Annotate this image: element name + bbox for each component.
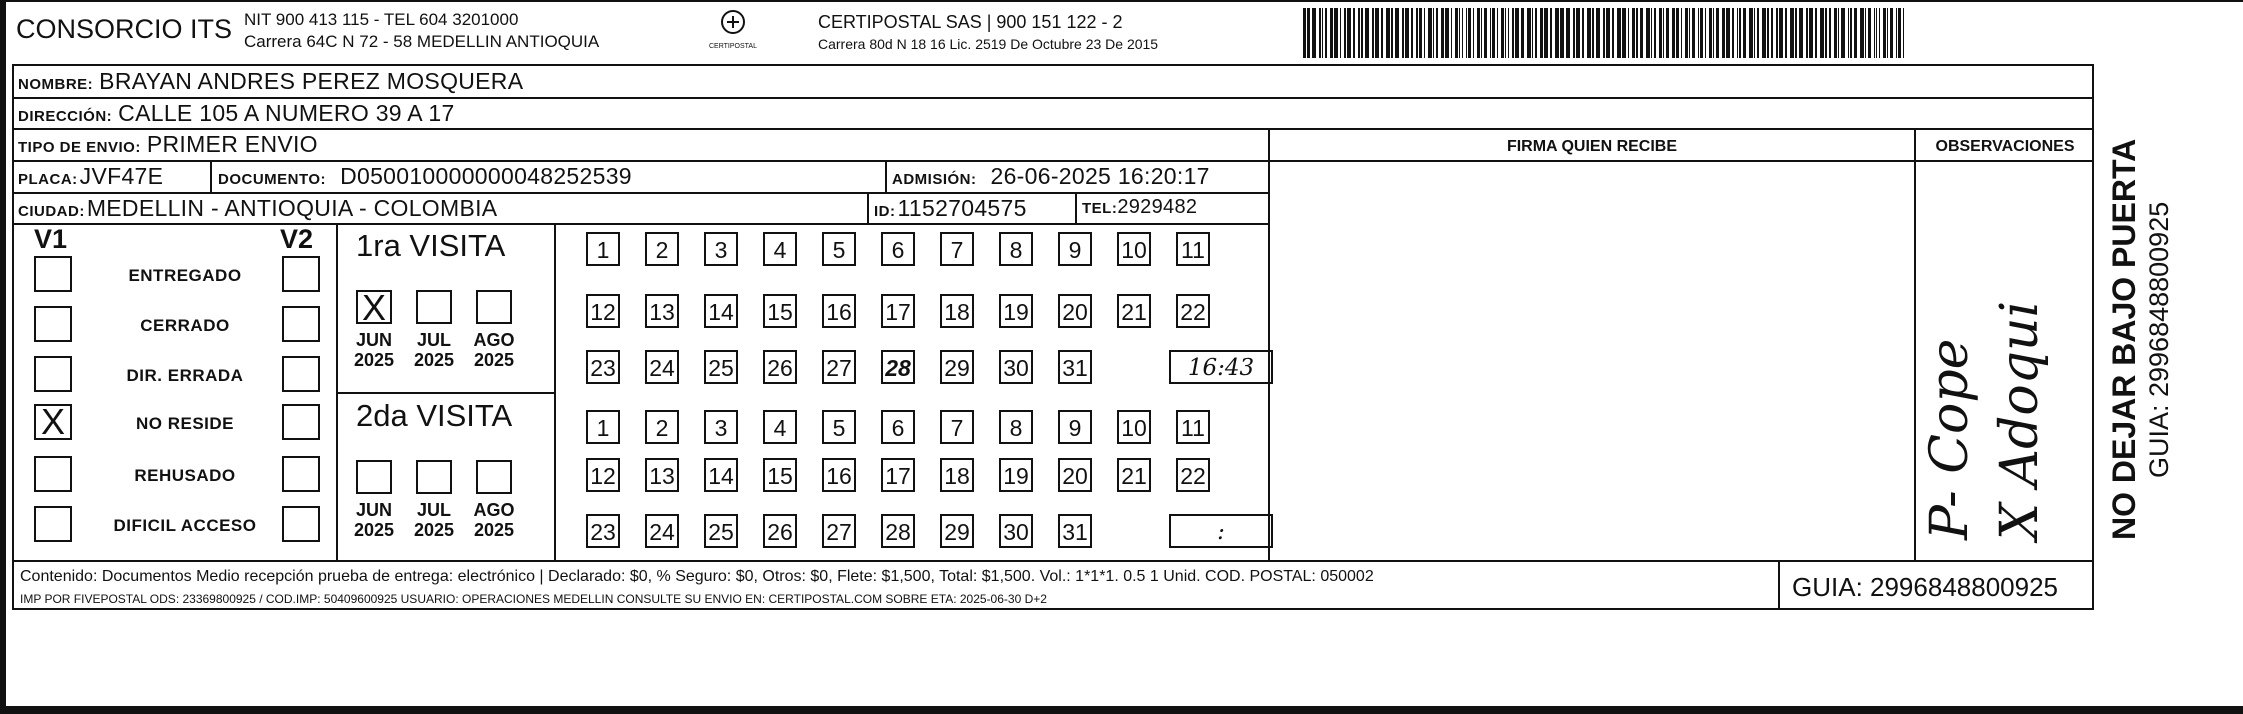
barcode-bar bbox=[1749, 8, 1753, 58]
barcode-bar bbox=[1603, 8, 1605, 58]
barcode-bar bbox=[1576, 8, 1580, 58]
visit1-day-17[interactable]: 17 bbox=[881, 294, 915, 328]
handwritten-observation-1: P- Cope bbox=[1920, 338, 1980, 540]
barcode-bar bbox=[1762, 8, 1766, 58]
visit2-day-24[interactable]: 24 bbox=[645, 514, 679, 548]
v1-checkbox-no-reside[interactable] bbox=[34, 401, 72, 442]
barcode-bar bbox=[1854, 8, 1857, 58]
visit2-day-9[interactable]: 9 bbox=[1058, 410, 1092, 444]
v1-label: V1 bbox=[34, 224, 68, 254]
visit1-day-24[interactable]: 24 bbox=[645, 350, 679, 384]
barcode-bar bbox=[1505, 8, 1506, 58]
visit2-day-6[interactable]: 6 bbox=[881, 410, 915, 444]
visit2-day-7[interactable]: 7 bbox=[940, 410, 974, 444]
footer-guia: GUIA: 2996848800925 bbox=[1792, 572, 2058, 602]
documento-field: DOCUMENTO: D050010000000048252539 bbox=[218, 163, 632, 189]
visit1-day-23[interactable]: 23 bbox=[586, 350, 620, 384]
visit2-month-jun-checkbox[interactable] bbox=[356, 460, 392, 494]
visit2-month-jul-checkbox[interactable] bbox=[416, 460, 452, 494]
barcode-bar bbox=[1303, 8, 1306, 58]
visit2-day-10[interactable]: 10 bbox=[1117, 410, 1151, 444]
barcode-bar bbox=[1820, 8, 1824, 58]
barcode-bar bbox=[1860, 8, 1864, 58]
visit1-day-29[interactable]: 29 bbox=[940, 350, 974, 384]
visit2-day-25[interactable]: 25 bbox=[704, 514, 738, 548]
visit1-day-30[interactable]: 30 bbox=[999, 350, 1033, 384]
visit1-day-31[interactable]: 31 bbox=[1058, 350, 1092, 384]
barcode-bar bbox=[1573, 8, 1575, 58]
barcode-bar bbox=[1903, 8, 1904, 58]
visit2-day-15[interactable]: 15 bbox=[763, 458, 797, 492]
barcode-bar bbox=[1790, 8, 1794, 58]
barcode-bar bbox=[1692, 8, 1695, 58]
visit1-time-box[interactable]: 16:43 bbox=[1169, 350, 1273, 384]
barcode-bar bbox=[1319, 8, 1321, 58]
tipo-envio-field: TIPO DE ENVIO: PRIMER ENVIO bbox=[18, 131, 318, 157]
barcode-bar bbox=[1876, 8, 1877, 58]
barcode-bar bbox=[1737, 8, 1738, 58]
barcode-bar bbox=[1776, 8, 1778, 58]
visit1-year-label: 2025 bbox=[353, 350, 395, 370]
visit1-day-28[interactable]: 28 bbox=[881, 350, 915, 384]
barcode-bar bbox=[1838, 8, 1839, 58]
admision-field: ADMISIÓN: 26-06-2025 16:20:17 bbox=[892, 163, 1210, 189]
barcode-bar bbox=[1713, 8, 1714, 58]
observaciones-header: OBSERVACIONES bbox=[1935, 138, 2075, 155]
barcode-bar bbox=[1700, 8, 1703, 58]
barcode-bar bbox=[1617, 8, 1621, 58]
barcode-bar bbox=[1386, 8, 1390, 58]
v2-label: V2 bbox=[280, 224, 314, 254]
page-frame-top bbox=[0, 0, 2243, 2]
barcode-bar bbox=[1848, 8, 1849, 58]
visit2-day-1[interactable]: 1 bbox=[586, 410, 620, 444]
barcode-bar bbox=[1879, 8, 1880, 58]
barcode-bar bbox=[1825, 8, 1827, 58]
barcode-bar bbox=[1640, 8, 1643, 58]
barcode-bar bbox=[1550, 8, 1552, 58]
barcode-bar bbox=[1685, 8, 1688, 58]
barcode-bar bbox=[1466, 8, 1467, 58]
barcode-bar bbox=[1512, 8, 1514, 58]
visit1-day-21[interactable]: 21 bbox=[1117, 294, 1151, 328]
barcode-bar bbox=[1582, 8, 1584, 58]
checkbox-mark: X bbox=[361, 287, 386, 328]
visit2-day-12[interactable]: 12 bbox=[586, 458, 620, 492]
company-name: CONSORCIO ITS bbox=[16, 14, 233, 44]
barcode-bar bbox=[1841, 8, 1845, 58]
barcode-bar bbox=[1492, 8, 1495, 58]
visit2-day-13[interactable]: 13 bbox=[645, 458, 679, 492]
page-frame-left bbox=[0, 0, 6, 714]
barcode-bar bbox=[1344, 8, 1346, 58]
v1-checkbox-entregado[interactable] bbox=[34, 256, 72, 292]
visit2-day-30[interactable]: 30 bbox=[999, 514, 1033, 548]
barcode-bar bbox=[1334, 8, 1338, 58]
barcode-bar bbox=[1767, 8, 1769, 58]
barcode-bar bbox=[1347, 8, 1351, 58]
barcode-bar bbox=[1451, 8, 1452, 58]
barcode-bar bbox=[1868, 8, 1871, 58]
barcode-bar bbox=[1555, 8, 1559, 58]
visit1-day-11[interactable]: 11 bbox=[1176, 232, 1210, 266]
barcode-bar bbox=[1433, 8, 1434, 58]
visit1-day-4[interactable]: 4 bbox=[763, 232, 797, 266]
barcode-bar bbox=[1722, 8, 1725, 58]
barcode-bar bbox=[1428, 8, 1432, 58]
visit1-year-label: 2025 bbox=[413, 350, 455, 370]
visit2-month-ago-checkbox[interactable] bbox=[476, 460, 512, 494]
barcode-bar bbox=[1497, 8, 1498, 58]
checkbox-mark: X bbox=[40, 401, 65, 442]
barcode-bar bbox=[1473, 8, 1474, 58]
barcode-bar bbox=[1535, 8, 1537, 58]
barcode-bar bbox=[1307, 8, 1310, 58]
visit2-day-23[interactable]: 23 bbox=[586, 514, 620, 548]
barcode-bar bbox=[1325, 8, 1327, 58]
visit2-day-5[interactable]: 5 bbox=[822, 410, 856, 444]
barcode-bar bbox=[1416, 8, 1418, 58]
barcode-bar bbox=[1799, 8, 1803, 58]
visit1-day-8[interactable]: 8 bbox=[999, 232, 1033, 266]
barcode-bar bbox=[1419, 8, 1422, 58]
barcode-bar bbox=[1455, 8, 1458, 58]
v2-checkbox-cerrado[interactable] bbox=[282, 306, 320, 342]
barcode-bar bbox=[1322, 8, 1323, 58]
barcode-bar bbox=[1815, 8, 1817, 58]
visit2-day-17[interactable]: 17 bbox=[881, 458, 915, 492]
barcode-bar bbox=[1865, 8, 1866, 58]
visit2-day-18[interactable]: 18 bbox=[940, 458, 974, 492]
barcode-bar bbox=[1890, 8, 1893, 58]
barcode-bar bbox=[1829, 8, 1831, 58]
barcode-bar bbox=[1445, 8, 1449, 58]
carrier-line: CERTIPOSTAL SAS | 900 151 122 - 2 bbox=[818, 12, 1123, 32]
visit1-day-3[interactable]: 3 bbox=[704, 232, 738, 266]
visit2-day-21[interactable]: 21 bbox=[1117, 458, 1151, 492]
visit1-day-26[interactable]: 26 bbox=[763, 350, 797, 384]
barcode-bar bbox=[1375, 8, 1379, 58]
barcode-bar bbox=[1566, 8, 1570, 58]
imp-line: IMP POR FIVEPOSTAL ODS: 23369800925 / COD.IMP: 50409600925 USUARIO: OPERACIONES MEDELLIN CONSULTE SU ENVIO EN: CERTIPOSTAL.COM SOBRE ETA: 2025-06-30 D+2 bbox=[20, 592, 1047, 606]
first-visit-title: 1ra VISITA bbox=[356, 228, 506, 263]
barcode-bar bbox=[1806, 8, 1808, 58]
barcode-bar bbox=[1481, 8, 1482, 58]
logo-icon bbox=[705, 8, 761, 38]
visit2-month-label: JUN bbox=[355, 500, 392, 520]
visit2-day-28[interactable]: 28 bbox=[881, 514, 915, 548]
visit1-month-jun-checkbox[interactable] bbox=[356, 287, 392, 328]
barcode-bar bbox=[1462, 8, 1463, 58]
barcode-bar bbox=[1411, 8, 1413, 58]
barcode-bar bbox=[1887, 8, 1888, 58]
barcode-bar bbox=[1484, 8, 1487, 58]
barcode-bar bbox=[1477, 8, 1480, 58]
barcode-bar bbox=[1361, 8, 1363, 58]
visit2-day-29[interactable]: 29 bbox=[940, 514, 974, 548]
visit1-day-25[interactable]: 25 bbox=[704, 350, 738, 384]
barcode-bar bbox=[1896, 8, 1897, 58]
visit1-day-16[interactable]: 16 bbox=[822, 294, 856, 328]
barcode-bar bbox=[1381, 8, 1383, 58]
visit2-day-22[interactable]: 22 bbox=[1176, 458, 1210, 492]
barcode-bar bbox=[1795, 8, 1797, 58]
barcode-bar bbox=[1521, 8, 1524, 58]
barcode-bar bbox=[1395, 8, 1399, 58]
barcode-bar bbox=[1459, 8, 1460, 58]
barcode-bar bbox=[1672, 8, 1675, 58]
visit1-day-14[interactable]: 14 bbox=[704, 294, 738, 328]
visit2-day-27[interactable]: 27 bbox=[822, 514, 856, 548]
visit2-month-label: AGO bbox=[473, 500, 515, 520]
nombre-field: NOMBRE: BRAYAN ANDRES PEREZ MOSQUERA bbox=[18, 68, 524, 94]
visit1-day-18[interactable]: 18 bbox=[940, 294, 974, 328]
visit2-day-31[interactable]: 31 bbox=[1058, 514, 1092, 548]
barcode-bar bbox=[1771, 8, 1773, 58]
visit2-year-label: 2025 bbox=[413, 520, 455, 540]
barcode-bar bbox=[1834, 8, 1837, 58]
v1-checkbox-rehusado[interactable] bbox=[34, 456, 72, 492]
visit2-day-4[interactable]: 4 bbox=[763, 410, 797, 444]
visit2-day-19[interactable]: 19 bbox=[999, 458, 1033, 492]
visit1-day-12[interactable]: 12 bbox=[586, 294, 620, 328]
barcode-bar bbox=[1850, 8, 1852, 58]
barcode-bar bbox=[1544, 8, 1548, 58]
contenido-line: Contenido: Documentos Medio recepción prueba de entrega: electrónico | Declarado: $0, % Seguro: $0, Otros: $0, Flete: $1,500, Total: $1,500. Vol.: 1*1*1. 0.5 1 Unid. COD. POSTAL: 050002 bbox=[20, 568, 1374, 585]
status-label-dir-errada: DIR. ERRADA bbox=[126, 366, 244, 385]
barcode-bar bbox=[1651, 8, 1652, 58]
barcode-bar bbox=[1632, 8, 1635, 58]
barcode-bar bbox=[1402, 8, 1404, 58]
visit2-day-8[interactable]: 8 bbox=[999, 410, 1033, 444]
status-label-entregado: ENTREGADO bbox=[128, 266, 242, 285]
barcode-bar bbox=[1705, 8, 1706, 58]
barcode-bar bbox=[1785, 8, 1787, 58]
barcode bbox=[1303, 8, 1913, 58]
barcode-bar bbox=[1689, 8, 1690, 58]
barcode-bar bbox=[1739, 8, 1741, 58]
barcode-bar bbox=[1874, 8, 1875, 58]
barcode-bar bbox=[1592, 8, 1594, 58]
visit2-day-16[interactable]: 16 bbox=[822, 458, 856, 492]
barcode-bar bbox=[1358, 8, 1360, 58]
barcode-bar bbox=[1490, 8, 1491, 58]
visit1-day-27[interactable]: 27 bbox=[822, 350, 856, 384]
visit2-day-20[interactable]: 20 bbox=[1058, 458, 1092, 492]
visit1-day-6[interactable]: 6 bbox=[881, 232, 915, 266]
tel-field: TEL:2929482 bbox=[1082, 196, 1198, 218]
status-label-dificil-acceso: DIFICIL ACCESO bbox=[113, 516, 257, 535]
barcode-bar bbox=[1654, 8, 1656, 58]
barcode-bar bbox=[1353, 8, 1355, 58]
barcode-bar bbox=[1698, 8, 1699, 58]
visit1-day-9[interactable]: 9 bbox=[1058, 232, 1092, 266]
visit1-day-20[interactable]: 20 bbox=[1058, 294, 1092, 328]
barcode-bar bbox=[1312, 8, 1316, 58]
barcode-bar bbox=[1636, 8, 1638, 58]
barcode-bar bbox=[1732, 8, 1734, 58]
visit1-year-label: 2025 bbox=[473, 350, 515, 370]
visit1-day-19[interactable]: 19 bbox=[999, 294, 1033, 328]
status-label-cerrado: CERRADO bbox=[140, 316, 230, 335]
barcode-bar bbox=[1709, 8, 1712, 58]
barcode-bar bbox=[1540, 8, 1543, 58]
barcode-bar bbox=[1587, 8, 1591, 58]
id-field: ID:1152704575 bbox=[874, 195, 1027, 221]
barcode-bar bbox=[1501, 8, 1504, 58]
barcode-bar bbox=[1681, 8, 1682, 58]
barcode-bar bbox=[1666, 8, 1669, 58]
barcode-bar bbox=[1508, 8, 1509, 58]
side-guia: GUIA: 2996848800925 bbox=[2144, 201, 2174, 478]
visit1-month-label: JUN bbox=[355, 330, 392, 350]
barcode-bar bbox=[1663, 8, 1664, 58]
barcode-bar bbox=[1330, 8, 1333, 58]
visit2-time-box[interactable]: : bbox=[1169, 514, 1273, 548]
visit2-day-14[interactable]: 14 bbox=[704, 458, 738, 492]
visit1-day-22[interactable]: 22 bbox=[1176, 294, 1210, 328]
barcode-bar bbox=[1716, 8, 1719, 58]
visit1-day-15[interactable]: 15 bbox=[763, 294, 797, 328]
barcode-bar bbox=[1365, 8, 1369, 58]
visit1-month-label: AGO bbox=[473, 330, 515, 350]
visit1-month-label: JUL bbox=[416, 330, 451, 350]
barcode-bar bbox=[1757, 8, 1759, 58]
carrier-address: Carrera 80d N 18 16 Lic. 2519 De Octubre 23 De 2015 bbox=[818, 36, 1159, 52]
certipostal-logo bbox=[705, 8, 761, 54]
second-visit-title: 2da VISITA bbox=[356, 398, 513, 433]
visit1-day-5[interactable]: 5 bbox=[822, 232, 856, 266]
barcode-bar bbox=[1628, 8, 1629, 58]
barcode-bar bbox=[1726, 8, 1730, 58]
status-label-rehusado: REHUSADO bbox=[134, 466, 236, 485]
v2-checkbox-dir-errada[interactable] bbox=[282, 356, 320, 392]
visit2-day-11[interactable]: 11 bbox=[1176, 410, 1210, 444]
visit2-year-label: 2025 bbox=[353, 520, 395, 540]
barcode-bar bbox=[1676, 8, 1679, 58]
handwritten-observation-2: X Adoqui bbox=[1990, 300, 2050, 540]
visit2-day-3[interactable]: 3 bbox=[704, 410, 738, 444]
visit2-day-2[interactable]: 2 bbox=[645, 410, 679, 444]
barcode-bar bbox=[1560, 8, 1564, 58]
visit1-day-10[interactable]: 10 bbox=[1117, 232, 1151, 266]
visit1-month-jul-checkbox[interactable] bbox=[416, 290, 452, 324]
barcode-bar bbox=[1441, 8, 1444, 58]
visit1-day-1[interactable]: 1 bbox=[586, 232, 620, 266]
visit1-day-13[interactable]: 13 bbox=[645, 294, 679, 328]
barcode-bar bbox=[1515, 8, 1519, 58]
no-dejar-bajo-puerta: NO DEJAR BAJO PUERTA bbox=[2106, 138, 2142, 540]
barcode-bar bbox=[1596, 8, 1600, 58]
logo-text: CERTIPOSTAL bbox=[709, 43, 757, 50]
barcode-bar bbox=[1754, 8, 1755, 58]
barcode-bar bbox=[1779, 8, 1783, 58]
barcode-bar bbox=[1612, 8, 1614, 58]
barcode-bar bbox=[1340, 8, 1341, 58]
barcode-bar bbox=[1405, 8, 1409, 58]
status-label-no-reside: NO RESIDE bbox=[135, 414, 235, 433]
v1-checkbox-cerrado[interactable] bbox=[34, 306, 72, 342]
firma-header: FIRMA QUIEN RECIBE bbox=[1506, 138, 1678, 155]
page-frame-bottom bbox=[0, 706, 2243, 714]
barcode-bar bbox=[1606, 8, 1610, 58]
barcode-bar bbox=[1527, 8, 1531, 58]
v2-checkbox-no-reside[interactable] bbox=[282, 404, 320, 440]
visit2-month-label: JUL bbox=[416, 500, 451, 520]
visit2-year-label: 2025 bbox=[473, 520, 515, 540]
barcode-bar bbox=[1646, 8, 1650, 58]
barcode-bar bbox=[1532, 8, 1533, 58]
direccion-field: DIRECCIÓN: CALLE 105 A NUMERO 39 A 17 bbox=[18, 100, 455, 126]
barcode-bar bbox=[1809, 8, 1813, 58]
v2-checkbox-entregado[interactable] bbox=[282, 256, 320, 292]
v1-checkbox-dificil-acceso[interactable] bbox=[34, 506, 72, 542]
placa-field: PLACA:JVF47E bbox=[18, 163, 164, 189]
visit1-day-2[interactable]: 2 bbox=[645, 232, 679, 266]
visit1-day-7[interactable]: 7 bbox=[940, 232, 974, 266]
barcode-bar bbox=[1659, 8, 1662, 58]
v2-checkbox-rehusado[interactable] bbox=[282, 456, 320, 492]
visit1-month-ago-checkbox[interactable] bbox=[476, 290, 512, 324]
company-address: Carrera 64C N 72 - 58 MEDELLIN ANTIOQUIA bbox=[244, 32, 600, 51]
barcode-bar bbox=[1883, 8, 1886, 58]
barcode-bar bbox=[1468, 8, 1471, 58]
barcode-bar bbox=[1436, 8, 1438, 58]
v2-checkbox-dificil-acceso[interactable] bbox=[282, 506, 320, 542]
barcode-bar bbox=[1743, 8, 1746, 58]
visit2-day-26[interactable]: 26 bbox=[763, 514, 797, 548]
barcode-bar bbox=[1622, 8, 1626, 58]
v1-checkbox-dir-errada[interactable] bbox=[34, 356, 72, 392]
barcode-bar bbox=[1391, 8, 1393, 58]
barcode-bar bbox=[1424, 8, 1425, 58]
nit-line: NIT 900 413 115 - TEL 604 3201000 bbox=[244, 10, 519, 29]
barcode-bar bbox=[1898, 8, 1901, 58]
ciudad-field: CIUDAD:MEDELLIN - ANTIOQUIA - COLOMBIA bbox=[18, 195, 498, 221]
barcode-bar bbox=[1372, 8, 1374, 58]
